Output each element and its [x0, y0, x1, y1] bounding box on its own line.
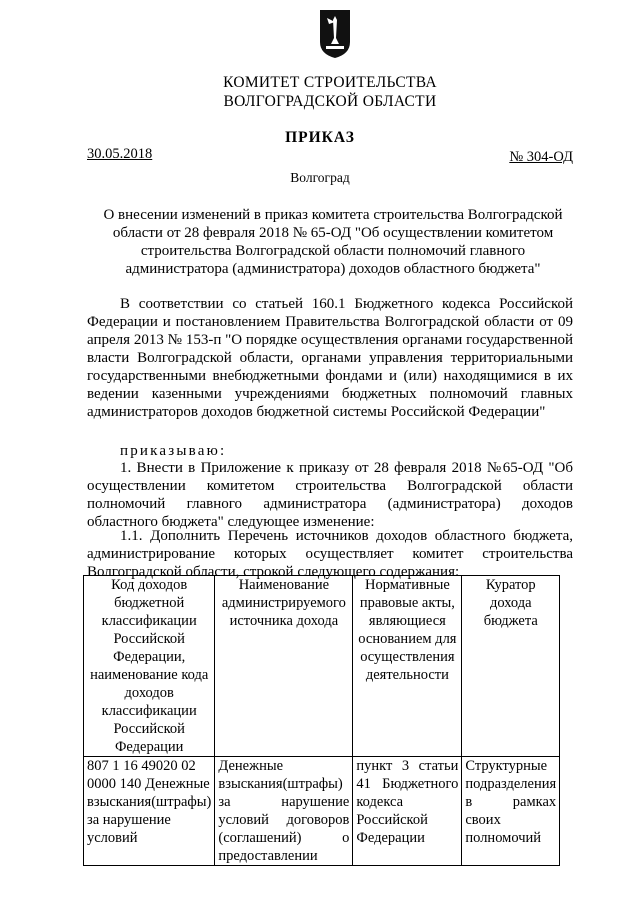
table-header-cell: Код доходов бюджетной классификации Российской Федерации, наименование кода доходов классификации Российской Федерации [84, 576, 215, 757]
document-date: 30.05.2018 [87, 146, 153, 162]
table-cell: Структурные подразделения в рамках своих полномочий [462, 757, 560, 866]
document-number: № 304-ОД [509, 149, 573, 165]
body-paragraph-item-1-1: 1.1. Дополнить Перечень источников доходов областного бюджета, администрирование которых осуществляет комитет строительства Волгоградской области, строкой следующего содержания: [87, 528, 573, 580]
order-word: приказываю: [120, 443, 227, 459]
table-cell: 807 1 16 49020 02 0000 140 Денежные взыскания(штрафы) за нарушение условий [84, 757, 215, 866]
table-header-cell: Нормативные правовые акты, являющиеся основанием для осуществления деятельности [353, 576, 462, 757]
table-header-cell: Наименование администрируемого источника дохода [215, 576, 353, 757]
document-subject: О внесении изменений в приказ комитета строительства Волгоградской области от 28 февраля 2018 № 65-ОД "Об осуществлении комитетом строительства Волгоградской области полномочий главного администратора (администратора) доходов областного бюджета" [103, 207, 563, 277]
organization-name [180, 73, 480, 111]
table-cell: Денежные взыскания(штрафы) за нарушение условий договоров (соглашений) о предоставлении [215, 757, 353, 866]
table-cell: пункт 3 статьи 41 Бюджетного кодекса Российской Федерации [353, 757, 462, 866]
document-city: Волгоград [290, 170, 350, 185]
body-paragraph-basis: В соответствии со статьей 160.1 Бюджетного кодекса Российской Федерации и постановлением Правительства Волгоградской области от 09 апреля 2013 № 153-п "О порядке осуществления органами государственной власти Волгоградской области, органами управления территориальными государственными внебюджетными фондами и (или) находящимися в их ведении казенными учреждениями бюджетных полномочий главных администраторов доходов бюджетной системы Российской Федерации" [87, 296, 573, 420]
document-type: ПРИКАЗ [285, 129, 355, 146]
table-header-cell: Куратор дохода бюджета [462, 576, 560, 757]
table-header-row [84, 576, 560, 757]
org-line-2: ВОЛГОГРАДСКОЙ ОБЛАСТИ [223, 93, 437, 110]
body-paragraph-item-1: 1. Внести в Приложение к приказу от 28 февраля 2018 №65-ОД "Об осуществлении комитетом строительства Волгоградской области полномочий главного администратора (администратора) доходов областного бюджета" следующее изменение: [87, 460, 573, 530]
org-line-1: КОМИТЕТ СТРОИТЕЛЬСТВА [223, 74, 437, 91]
table-row [84, 757, 560, 866]
income-sources-table [83, 575, 560, 866]
coat-of-arms-emblem [318, 8, 352, 60]
